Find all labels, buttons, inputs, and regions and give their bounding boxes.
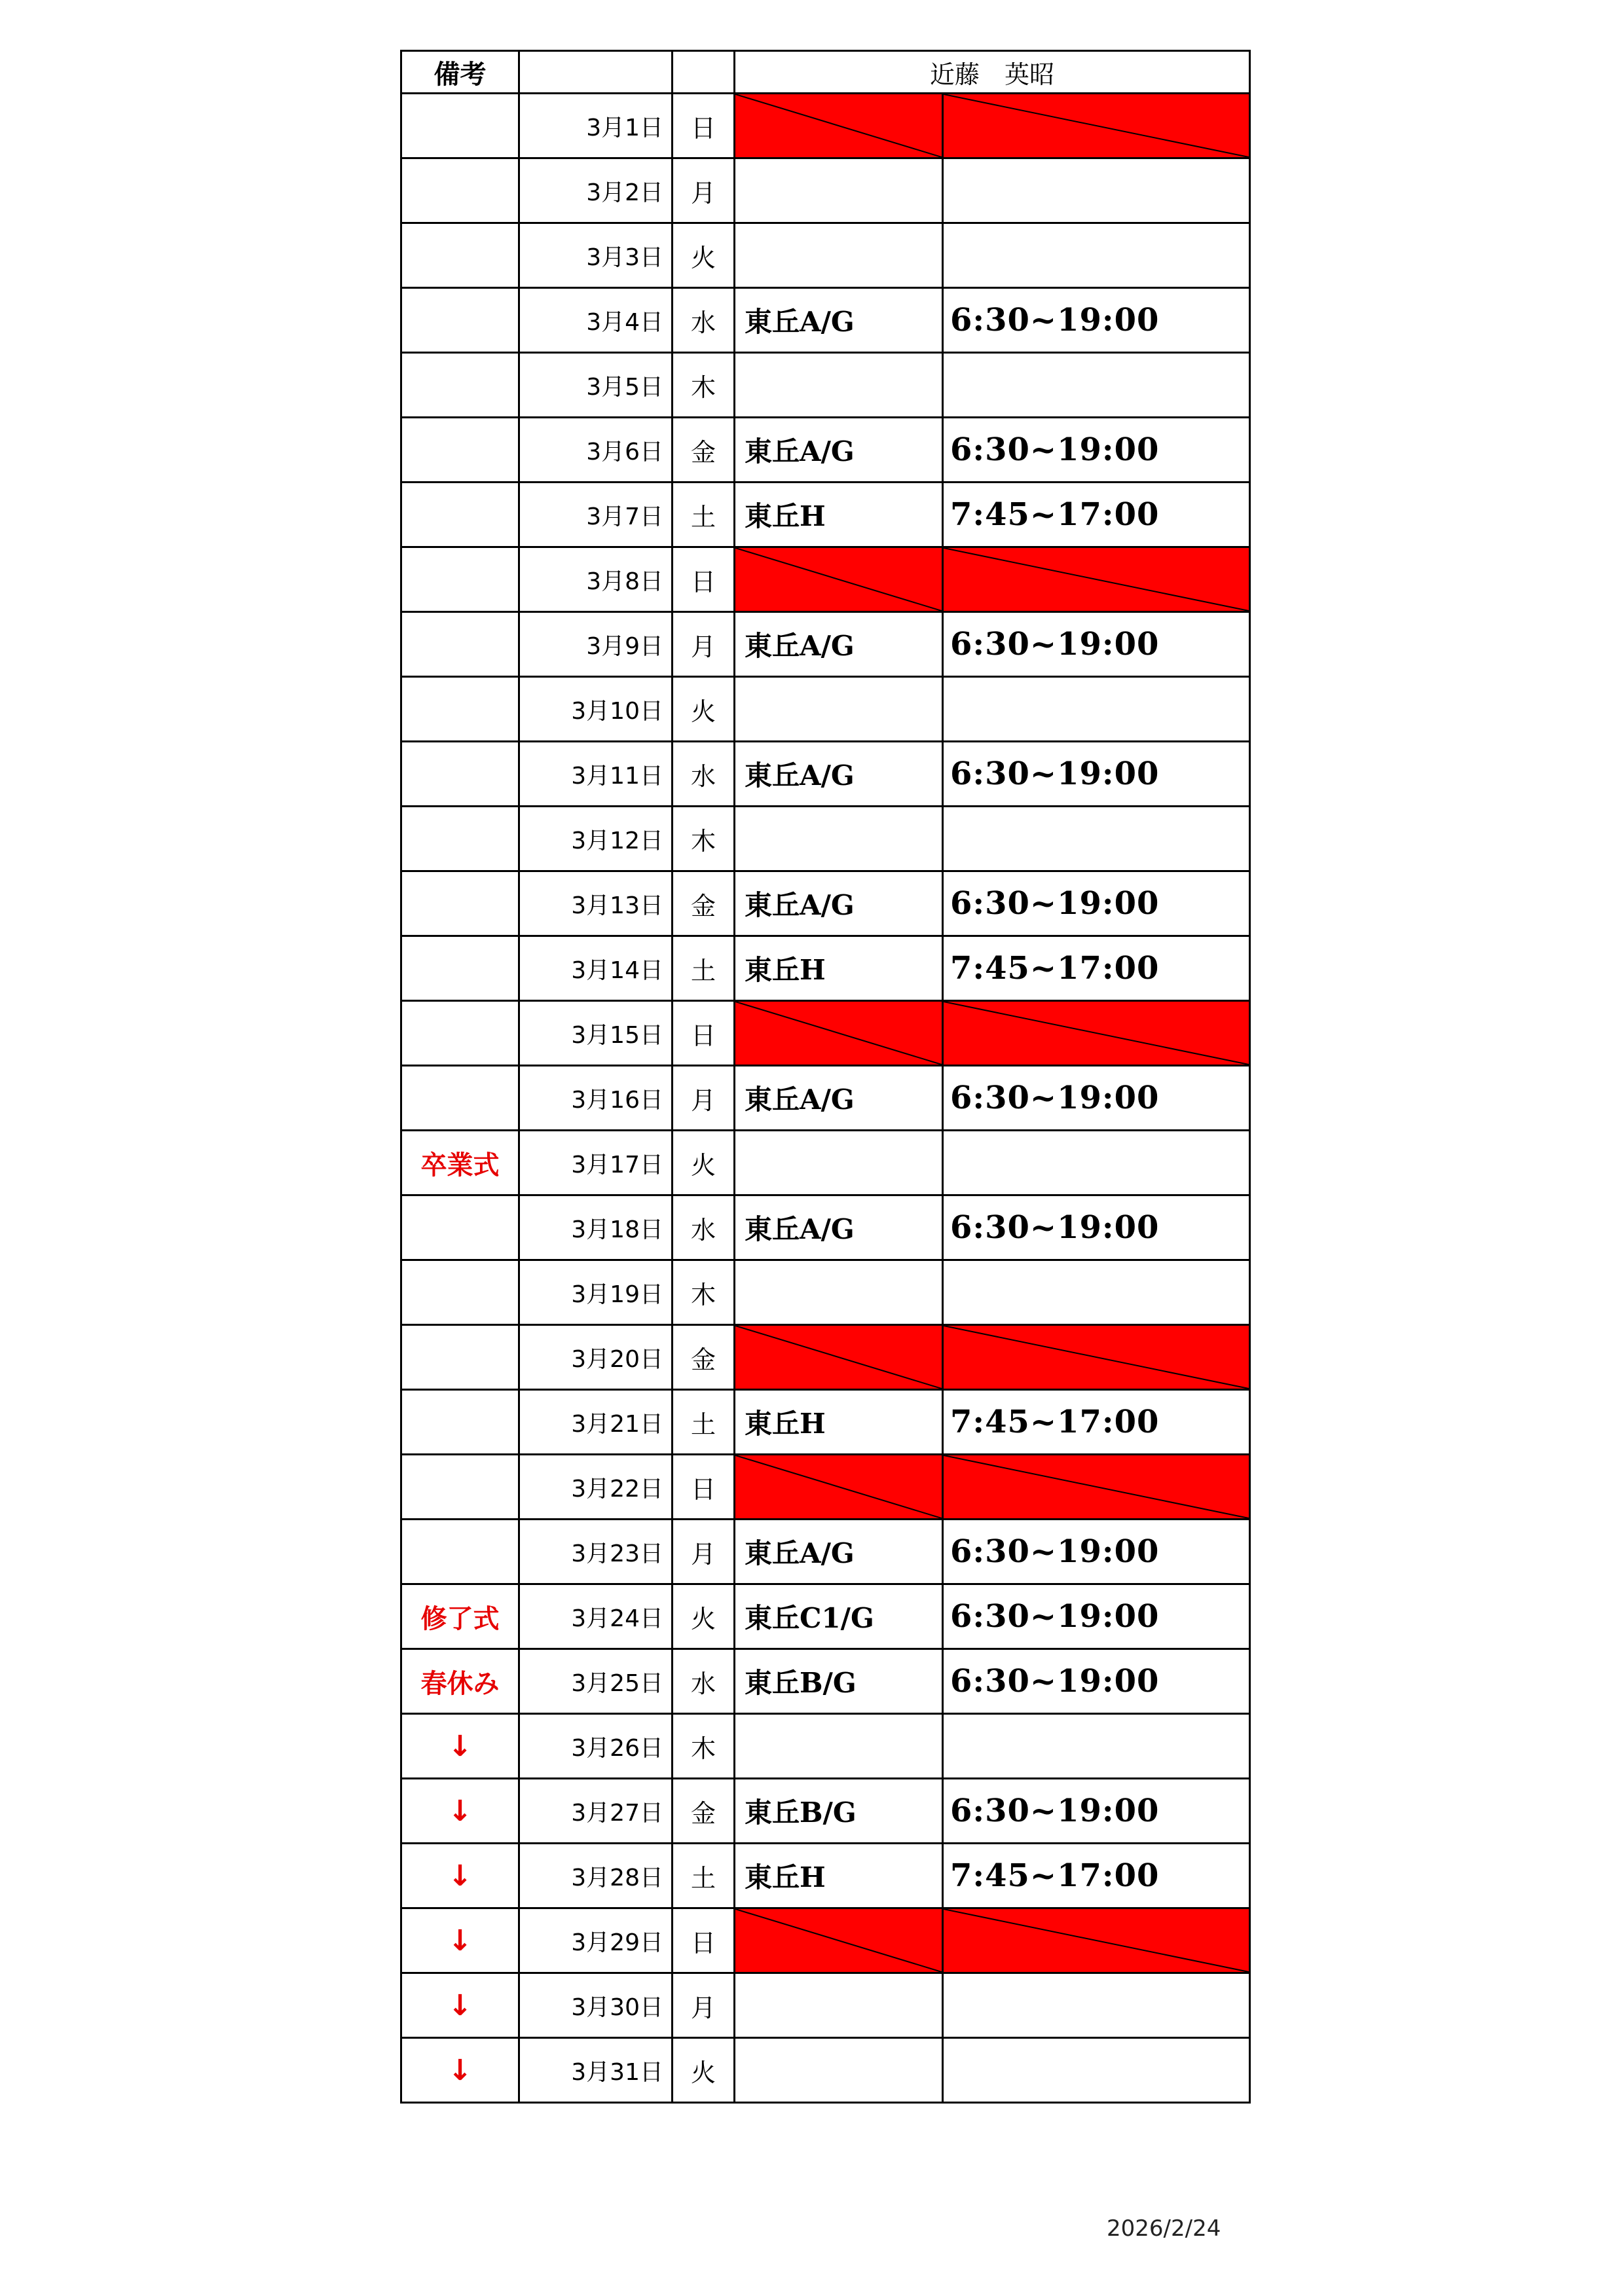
weekday-cell: 水: [673, 1195, 735, 1260]
day-off-time-cell: [943, 1455, 1250, 1520]
weekday-cell: 金: [673, 1779, 735, 1844]
date-cell: 3月16日: [519, 1066, 673, 1131]
location-cell: 東丘B/G: [735, 1779, 943, 1844]
schedule-body: [401, 51, 1250, 2103]
location-cell: [735, 1260, 943, 1325]
weekday-cell: 火: [673, 677, 735, 742]
time-cell: [943, 223, 1250, 288]
table-row: [401, 1066, 1250, 1131]
location-cell: 東丘H: [735, 936, 943, 1001]
table-row: [401, 1584, 1250, 1649]
note-arrow-icon: ↓: [401, 1779, 519, 1844]
time-cell: 6:30~19:00: [943, 1520, 1250, 1584]
diagonal-slash-icon: [944, 1455, 1249, 1518]
time-cell: 7:45~17:00: [943, 936, 1250, 1001]
date-cell: 3月20日: [519, 1325, 673, 1390]
day-off-location-cell: [735, 94, 943, 158]
note-cell: [401, 223, 519, 288]
table-row: [401, 288, 1250, 353]
time-cell: 6:30~19:00: [943, 742, 1250, 807]
date-cell: 3月21日: [519, 1390, 673, 1455]
note-arrow-icon: ↓: [401, 1714, 519, 1779]
day-off-location-cell: [735, 1001, 943, 1066]
date-cell: 3月24日: [519, 1584, 673, 1649]
location-cell: 東丘A/G: [735, 1520, 943, 1584]
table-row: [401, 1131, 1250, 1195]
time-cell: 6:30~19:00: [943, 1779, 1250, 1844]
weekday-cell: 日: [673, 547, 735, 612]
location-cell: [735, 807, 943, 871]
diagonal-slash-icon: [735, 548, 942, 611]
table-row: [401, 223, 1250, 288]
date-cell: 3月6日: [519, 418, 673, 483]
time-cell: 7:45~17:00: [943, 483, 1250, 547]
day-off-time-cell: [943, 547, 1250, 612]
note-cell: [401, 1390, 519, 1455]
note-cell: [401, 1066, 519, 1131]
date-cell: 3月15日: [519, 1001, 673, 1066]
weekday-cell: 土: [673, 1844, 735, 1908]
table-row: [401, 1325, 1250, 1390]
weekday-cell: 水: [673, 288, 735, 353]
diagonal-slash-icon: [944, 1909, 1249, 1972]
location-cell: 東丘C1/G: [735, 1584, 943, 1649]
weekday-cell: 月: [673, 158, 735, 223]
table-row: [401, 612, 1250, 677]
time-cell: 6:30~19:00: [943, 1195, 1250, 1260]
note-arrow-icon: ↓: [401, 2038, 519, 2103]
weekday-cell: 日: [673, 1001, 735, 1066]
table-row: [401, 1195, 1250, 1260]
time-cell: 7:45~17:00: [943, 1390, 1250, 1455]
location-cell: [735, 1131, 943, 1195]
location-cell: [735, 2038, 943, 2103]
table-row: [401, 742, 1250, 807]
date-cell: 3月10日: [519, 677, 673, 742]
weekday-cell: 火: [673, 2038, 735, 2103]
note-cell: 修了式: [401, 1584, 519, 1649]
note-cell: 卒業式: [401, 1131, 519, 1195]
diagonal-slash-icon: [735, 1909, 942, 1972]
location-cell: [735, 223, 943, 288]
header-row: [401, 51, 1250, 94]
note-cell: [401, 483, 519, 547]
table-row: [401, 807, 1250, 871]
date-cell: 3月14日: [519, 936, 673, 1001]
day-off-time-cell: [943, 1325, 1250, 1390]
location-cell: [735, 158, 943, 223]
table-row: [401, 1390, 1250, 1455]
date-cell: 3月12日: [519, 807, 673, 871]
weekday-cell: 月: [673, 1066, 735, 1131]
time-cell: 7:45~17:00: [943, 1844, 1250, 1908]
date-cell: 3月1日: [519, 94, 673, 158]
schedule-table: [400, 50, 1251, 2104]
table-row: [401, 871, 1250, 936]
note-cell: [401, 936, 519, 1001]
header-dow-label: [673, 51, 735, 94]
table-row: [401, 418, 1250, 483]
location-cell: 東丘A/G: [735, 418, 943, 483]
location-cell: [735, 353, 943, 418]
diagonal-slash-icon: [944, 1326, 1249, 1389]
weekday-cell: 月: [673, 1973, 735, 2038]
weekday-cell: 金: [673, 1325, 735, 1390]
table-row: [401, 1001, 1250, 1066]
note-arrow-icon: ↓: [401, 1908, 519, 1973]
note-cell: [401, 288, 519, 353]
table-row: [401, 1714, 1250, 1779]
diagonal-slash-icon: [944, 548, 1249, 611]
note-cell: [401, 547, 519, 612]
table-row: [401, 1779, 1250, 1844]
date-cell: 3月23日: [519, 1520, 673, 1584]
time-cell: 6:30~19:00: [943, 612, 1250, 677]
location-cell: 東丘B/G: [735, 1649, 943, 1714]
diagonal-slash-icon: [735, 1002, 942, 1065]
date-cell: 3月27日: [519, 1779, 673, 1844]
note-arrow-icon: ↓: [401, 1973, 519, 2038]
time-cell: [943, 1973, 1250, 2038]
weekday-cell: 木: [673, 1714, 735, 1779]
table-row: [401, 94, 1250, 158]
table-row: [401, 158, 1250, 223]
table-row: [401, 936, 1250, 1001]
date-cell: 3月18日: [519, 1195, 673, 1260]
day-off-time-cell: [943, 94, 1250, 158]
date-cell: 3月28日: [519, 1844, 673, 1908]
location-cell: 東丘A/G: [735, 1066, 943, 1131]
time-cell: [943, 1131, 1250, 1195]
date-cell: 3月4日: [519, 288, 673, 353]
note-cell: [401, 1325, 519, 1390]
note-arrow-icon: ↓: [401, 1844, 519, 1908]
time-cell: 6:30~19:00: [943, 1584, 1250, 1649]
diagonal-slash-icon: [944, 1002, 1249, 1065]
date-cell: 3月19日: [519, 1260, 673, 1325]
note-cell: [401, 1195, 519, 1260]
date-cell: 3月22日: [519, 1455, 673, 1520]
table-row: [401, 2038, 1250, 2103]
note-cell: [401, 1520, 519, 1584]
date-cell: 3月13日: [519, 871, 673, 936]
note-cell: [401, 158, 519, 223]
time-cell: 6:30~19:00: [943, 1649, 1250, 1714]
diagonal-slash-icon: [735, 1326, 942, 1389]
table-row: [401, 483, 1250, 547]
table-row: [401, 1649, 1250, 1714]
note-cell: [401, 1455, 519, 1520]
time-cell: [943, 158, 1250, 223]
time-cell: [943, 1260, 1250, 1325]
weekday-cell: 月: [673, 1520, 735, 1584]
note-cell: [401, 612, 519, 677]
note-cell: [401, 871, 519, 936]
location-cell: 東丘A/G: [735, 742, 943, 807]
location-cell: [735, 1714, 943, 1779]
date-cell: 3月11日: [519, 742, 673, 807]
day-off-location-cell: [735, 547, 943, 612]
location-cell: [735, 1973, 943, 2038]
footer-date: 2026/2/24: [1107, 2215, 1221, 2242]
day-off-location-cell: [735, 1908, 943, 1973]
weekday-cell: 日: [673, 1908, 735, 1973]
date-cell: 3月2日: [519, 158, 673, 223]
weekday-cell: 金: [673, 871, 735, 936]
weekday-cell: 日: [673, 1455, 735, 1520]
time-cell: 6:30~19:00: [943, 871, 1250, 936]
time-cell: [943, 677, 1250, 742]
header-date-label: [519, 51, 673, 94]
weekday-cell: 木: [673, 1260, 735, 1325]
weekday-cell: 月: [673, 612, 735, 677]
time-cell: [943, 1714, 1250, 1779]
diagonal-slash-icon: [735, 1455, 942, 1518]
weekday-cell: 火: [673, 1131, 735, 1195]
note-cell: [401, 1001, 519, 1066]
date-cell: 3月8日: [519, 547, 673, 612]
location-cell: 東丘H: [735, 1390, 943, 1455]
table-row: [401, 1844, 1250, 1908]
header-note-label: 備考: [401, 51, 519, 94]
date-cell: 3月30日: [519, 1973, 673, 2038]
time-cell: [943, 2038, 1250, 2103]
day-off-time-cell: [943, 1001, 1250, 1066]
table-row: [401, 353, 1250, 418]
date-cell: 3月29日: [519, 1908, 673, 1973]
day-off-location-cell: [735, 1325, 943, 1390]
weekday-cell: 金: [673, 418, 735, 483]
day-off-location-cell: [735, 1455, 943, 1520]
weekday-cell: 水: [673, 1649, 735, 1714]
time-cell: 6:30~19:00: [943, 418, 1250, 483]
note-cell: [401, 677, 519, 742]
time-cell: [943, 353, 1250, 418]
note-cell: 春休み: [401, 1649, 519, 1714]
weekday-cell: 土: [673, 483, 735, 547]
note-cell: [401, 1260, 519, 1325]
date-cell: 3月3日: [519, 223, 673, 288]
date-cell: 3月25日: [519, 1649, 673, 1714]
location-cell: 東丘A/G: [735, 612, 943, 677]
table-row: [401, 677, 1250, 742]
weekday-cell: 木: [673, 353, 735, 418]
weekday-cell: 土: [673, 1390, 735, 1455]
time-cell: 6:30~19:00: [943, 288, 1250, 353]
diagonal-slash-icon: [944, 94, 1249, 157]
weekday-cell: 火: [673, 1584, 735, 1649]
date-cell: 3月9日: [519, 612, 673, 677]
table-row: [401, 1520, 1250, 1584]
note-cell: [401, 418, 519, 483]
weekday-cell: 水: [673, 742, 735, 807]
location-cell: 東丘A/G: [735, 288, 943, 353]
note-cell: [401, 353, 519, 418]
day-off-time-cell: [943, 1908, 1250, 1973]
table-row: [401, 1260, 1250, 1325]
date-cell: 3月26日: [519, 1714, 673, 1779]
note-cell: [401, 742, 519, 807]
table-row: [401, 1973, 1250, 2038]
location-cell: [735, 677, 943, 742]
date-cell: 3月17日: [519, 1131, 673, 1195]
table-row: [401, 1908, 1250, 1973]
date-cell: 3月31日: [519, 2038, 673, 2103]
weekday-cell: 土: [673, 936, 735, 1001]
weekday-cell: 火: [673, 223, 735, 288]
note-cell: [401, 94, 519, 158]
time-cell: [943, 807, 1250, 871]
location-cell: 東丘A/G: [735, 1195, 943, 1260]
diagonal-slash-icon: [735, 94, 942, 157]
location-cell: 東丘H: [735, 1844, 943, 1908]
location-cell: 東丘A/G: [735, 871, 943, 936]
header-staff-name: 近藤 英昭: [735, 51, 1250, 94]
date-cell: 3月5日: [519, 353, 673, 418]
time-cell: 6:30~19:00: [943, 1066, 1250, 1131]
weekday-cell: 日: [673, 94, 735, 158]
note-cell: [401, 807, 519, 871]
location-cell: 東丘H: [735, 483, 943, 547]
weekday-cell: 木: [673, 807, 735, 871]
table-row: [401, 547, 1250, 612]
date-cell: 3月7日: [519, 483, 673, 547]
table-row: [401, 1455, 1250, 1520]
